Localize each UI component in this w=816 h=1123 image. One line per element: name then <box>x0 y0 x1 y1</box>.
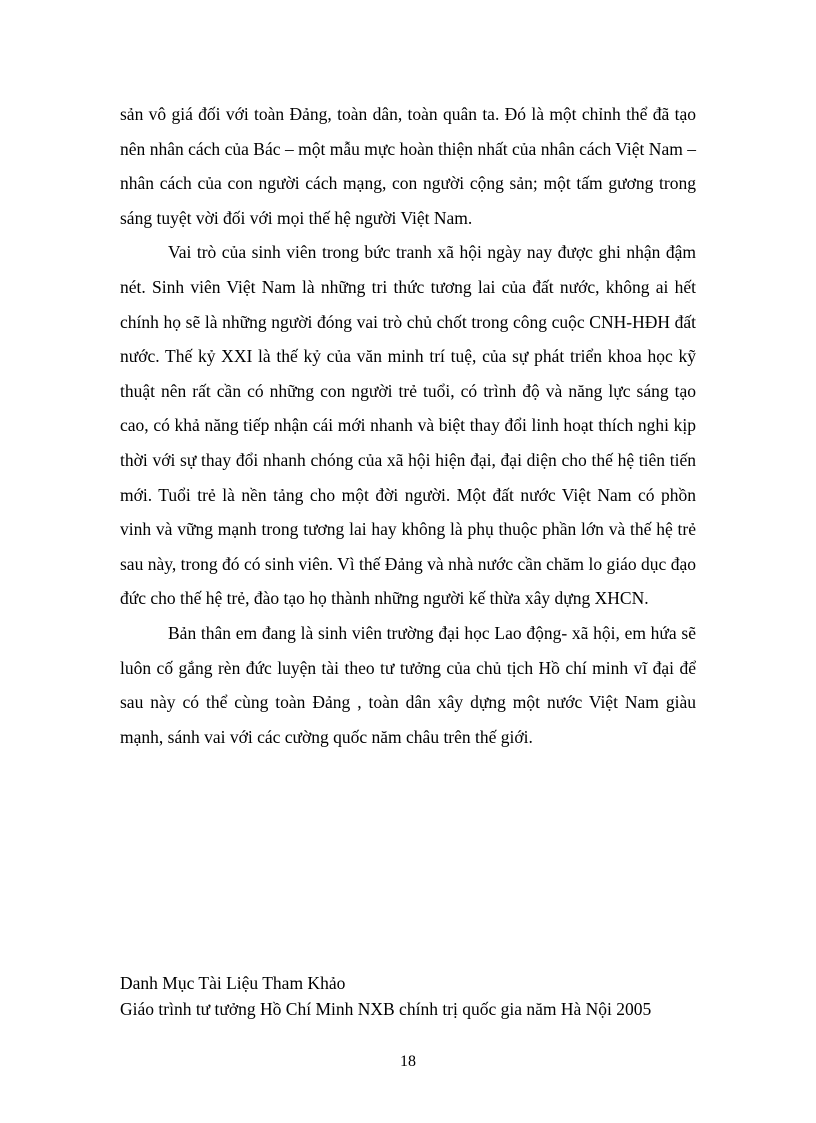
page-number: 18 <box>400 1053 416 1070</box>
references-section <box>120 970 720 1022</box>
paragraph-personal-pledge: Bản thân em đang là sinh viên trường đại học Lao động- xã hội, em hứa sẽ luôn cố gắng rèn đức luyện tài theo tư tưởng của chủ tịch Hồ chí minh vĩ đại để sau này có thể cùng toàn Đảng , toàn dân xây dựng một nước Việt Nam giàu mạnh, sánh vai với các cường quốc năm châu trên thế giới. <box>120 622 696 747</box>
paragraph-continuation: sản vô giá đối với toàn Đảng, toàn dân, toàn quân ta. Đó là một chỉnh thể đã tạo nên nhân cách của Bác – một mẫu mực hoàn thiện nhất của nhân cách Việt Nam – nhân cách của con người cách mạng, con người cộng sản; một tấm gương trong sáng tuyệt vời đối với mọi thế hệ người Việt Nam. <box>120 104 696 228</box>
paragraph-student-role: Vai trò của sinh viên trong bức tranh xã hội ngày nay được ghi nhận đậm nét. Sinh viên Việt Nam là những tri thức tương lai của đất nước, không ai hết chính họ sẽ là những người đóng vai trò chủ chốt trong công cuộc CNH-HĐH đất nước. Thế kỷ XXI là thế kỷ của văn minh trí tuệ, của sự phát triển khoa học kỹ thuật nên rất cần có những con người trẻ tuổi, có trình độ và năng lực sáng tạo cao, có khả năng tiếp nhận cái mới nhanh và biệt thay đổi linh hoạt thích nghi kịp thời với sự thay đổi nhanh chóng của xã hội hiện đại, đại diện cho thế hệ tiên tiến mới. Tuổi trẻ là nền tảng cho một đời người. Một đất nước Việt Nam có phồn vinh và vững mạnh trong tương lai hay không là phụ thuộc phần lớn và thế hệ trẻ sau này, trong đó có sinh viên. Vì thế Đảng và nhà nước cần chăm lo giáo dục đạo đức cho thế hệ trẻ, đào tạo họ thành những người kế thừa xây dựng XHCN. <box>120 242 696 609</box>
body-text <box>120 97 696 754</box>
reference-item: Giáo trình tư tưởng Hồ Chí Minh NXB chính trị quốc gia năm Hà Nội 2005 <box>120 999 652 1019</box>
references-heading: Danh Mục Tài Liệu Tham Khảo <box>120 973 346 993</box>
